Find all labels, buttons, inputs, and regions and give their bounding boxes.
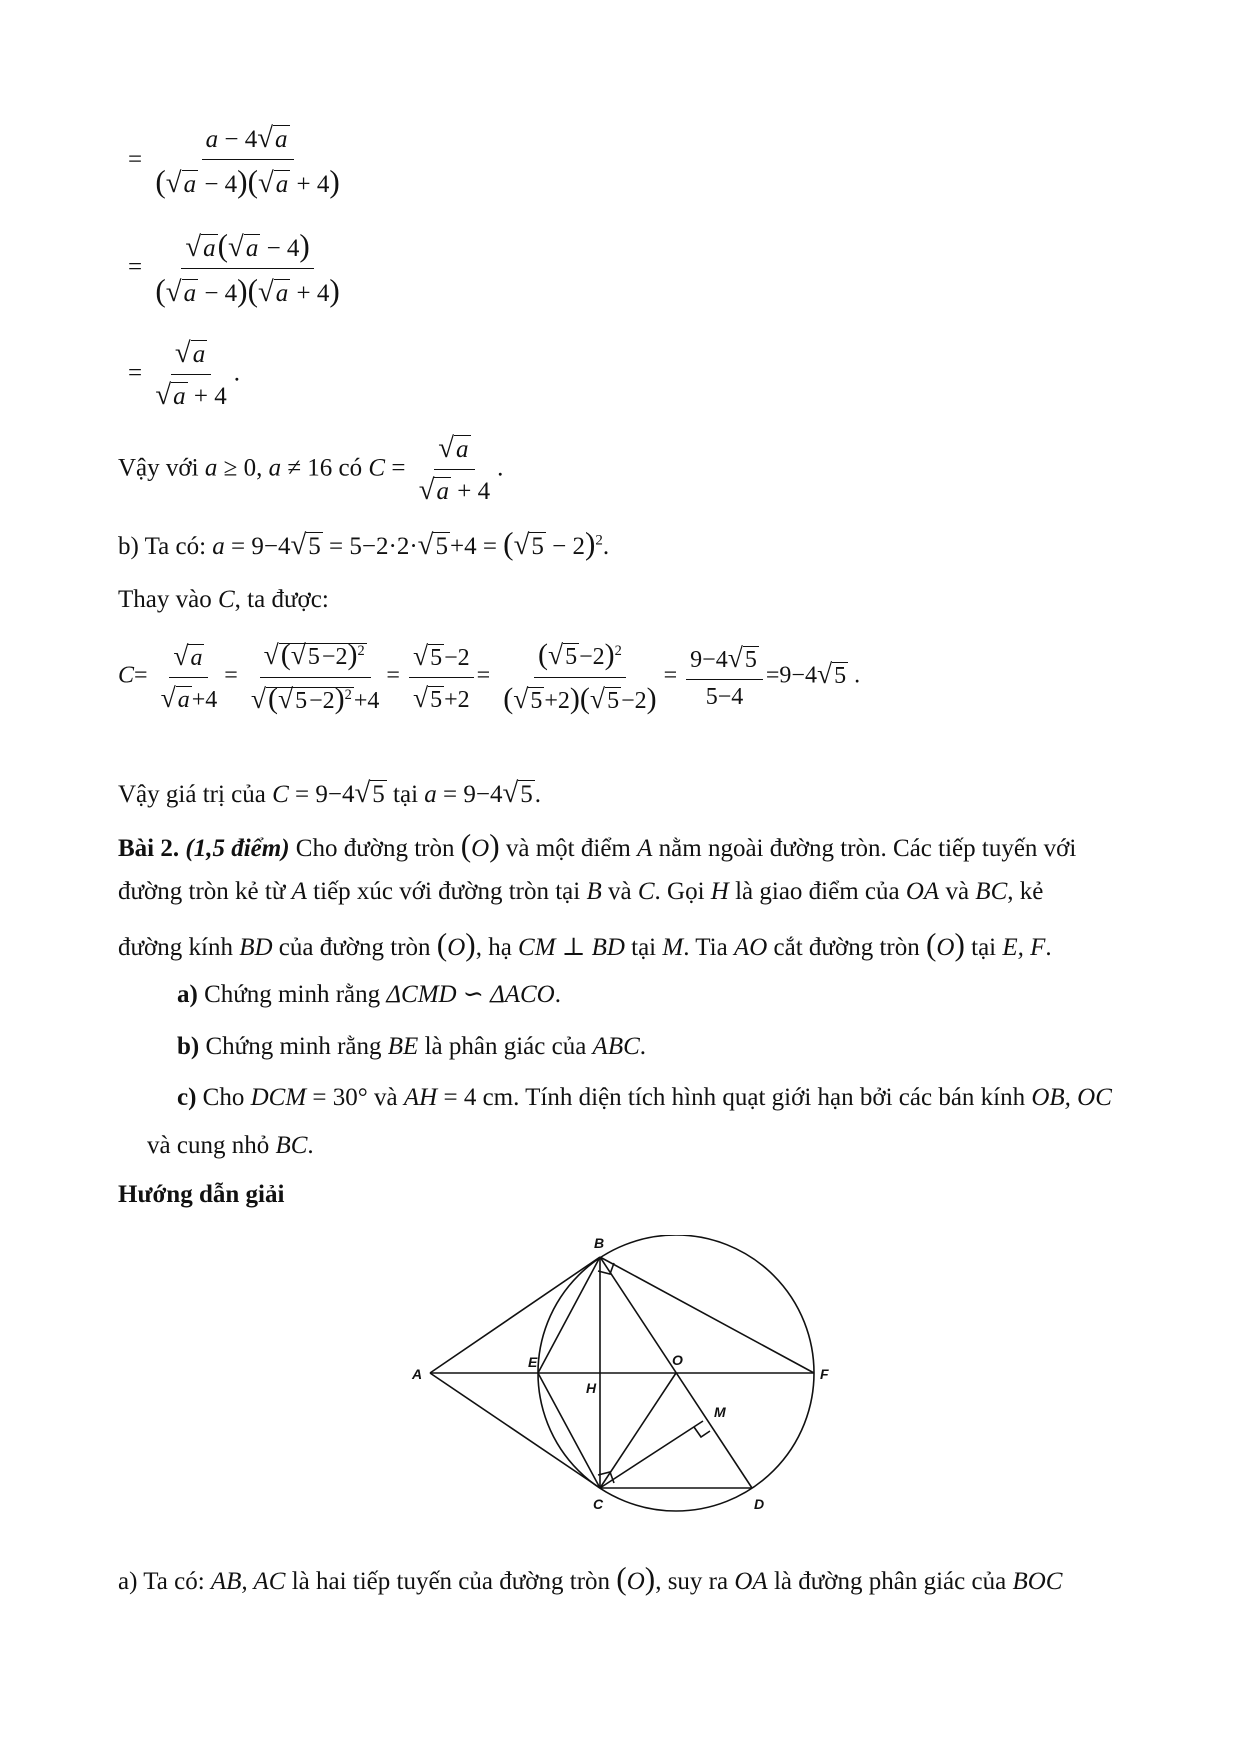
problem-2-line-1: Bài 2. (1,5 điểm) Cho đường tròn (O) và một điểm A nằm ngoài đường tròn. Các tiếp tuyến với [118,828,1077,863]
geometry-figure [400,1235,840,1527]
label-C: C [593,1496,604,1512]
problem-2-line-3: đường kính BD của đường tròn (O), hạ CM ⊥ BD tại M. Tia AO cắt đường tròn (O) tại E, F. [118,927,1052,962]
label-M: M [714,1404,726,1420]
tangent-AB [430,1257,600,1373]
substitute-line: Thay vào C, ta được: [118,586,329,613]
eq-line-1: = $\frac{a - 4√a}{(√a - 4)(√a + 4)}$ [128,122,340,200]
question-b: b) Chứng minh rằng BE là phân giác của ABC. [177,1033,647,1060]
question-a: a) Chứng minh rằng ΔCMD ∽ ΔACO. [177,981,561,1008]
big-equation: C= $\frac{√a}{√a+4}$ = $\frac{√(√5-2)^2}{√(√5-2)^2+4}$ = $\frac{√5-2}{√5+2}$ = $\frac{(√5-2)^2}{(√5+2)(√5-2)}$ = $\frac{9-4√5}{5-4}$ =9−4√5 . [118,638,861,715]
eq-line-2: = $\frac{√a(√a - 4)}{(√a - 4)(√a + 4)}$ [128,228,340,309]
geometry-svg [400,1235,840,1520]
conclusion-a: Vậy với a ≥ 0, a ≠ 16 có C = $\frac{√a}{√a + 4}$ . [118,432,504,507]
result-line: Vậy giá trị của C = 9−4√5 tại a = 9−4√5. [118,777,542,809]
question-c: c) Cho DCM = 30° và AH = 4 cm. Tính diện tích hình quạt giới hạn bởi các bán kính OB, OC [177,1084,1112,1111]
eq-line-3: = $\frac{√a}{√a + 4}$ . [128,337,240,412]
solution-heading: Hướng dẫn giải [118,1181,285,1208]
segment-BE [538,1257,600,1373]
label-O: O [672,1352,683,1368]
question-c-line-2: và cung nhỏ BC. [147,1132,314,1159]
label-B: B [594,1235,605,1251]
label-E: E [528,1354,538,1370]
part-b-line: b) Ta có: $a = 9-4√5 = 5-2\cdot 2\cdot√5+4 = (√5 - 2)^2$. [118,526,610,561]
segment-CM [600,1421,703,1488]
right-angle-M [694,1427,710,1437]
segment-CO [600,1373,676,1488]
problem-2-line-2: đường tròn kẻ từ A tiếp xúc với đường tròn tại B và C. Gọi H là giao điểm của OA và BC, kẻ [118,878,1044,905]
tangent-AC [430,1373,600,1488]
label-H: H [586,1380,597,1396]
label-F: F [820,1366,829,1382]
label-A: A [412,1366,423,1382]
segment-BF [600,1257,814,1373]
solution-part-a: a) Ta có: AB, AC là hai tiếp tuyến của đường tròn (O), suy ra OA là đường phân giác của BOC [118,1561,1063,1596]
label-D: D [754,1496,765,1512]
